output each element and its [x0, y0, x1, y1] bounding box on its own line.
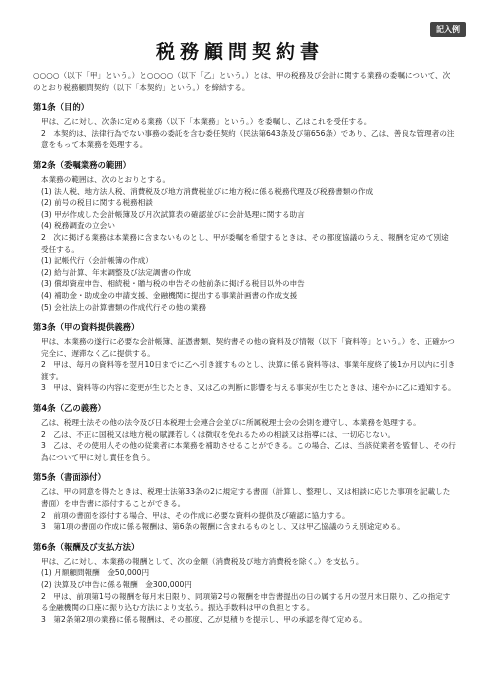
preamble: ○○○○（以下「甲」という。）と○○○○（以下「乙」という。）とは、甲の税務及び会計に関する業務の委嘱について、次のとおり税務顧問契約（以下「本契約」という。）を締結する。 [33, 71, 451, 92]
list-item: (4) 税務調査の立会い [41, 221, 115, 231]
paragraph: 3 甲は、資料等の内容に変更が生じたとき、又は乙の判断に影響を与える事実が生じたときは、速やかに乙に通知する。 [41, 383, 456, 393]
article-4 [33, 402, 456, 463]
list-item: (2) 前号の税目に関する税務相談 [41, 198, 153, 208]
list-item: (1) 記帳代行（会計帳簿の作成） [41, 256, 153, 266]
list-item: (1) 月額顧問報酬 金50,000円 [41, 568, 150, 578]
list-item: (5) 会社法上の計算書類の作成代行その他の業務 [41, 302, 207, 312]
article-heading: 第6条（報酬及び支払方法） [33, 541, 140, 552]
article-heading: 第3条（甲の資料提供義務） [33, 322, 140, 333]
list-item: (2) 決算及び申告に係る報酬 金300,000円 [41, 580, 192, 589]
paragraph: 2 前項の書面を添付する場合、甲は、その作成に必要な資料の提供及び確認に協力する。 [41, 510, 350, 520]
paragraph: 乙は、税理士法その他の法令及び日本税理士会連合会並びに所属税理士会の会則を遵守し、本業務を処理する。 [41, 418, 421, 428]
sample-badge: 記入例 [430, 22, 466, 37]
paragraph: 甲は、本業務の遂行に必要な会計帳簿、証憑書類、契約書その他の資料及び情報（以下「資料等」という。）を、正確かつ完全に、遅滞なく乙に提供する。 [41, 337, 455, 358]
article-6 [33, 541, 456, 626]
paragraph: 2 乙は、不正に国税又は地方税の賦課若しくは徴収を免れるための相談又は指導には、一切応じない。 [41, 429, 396, 439]
paragraph: 3 第1項の書面の作成に係る報酬は、第6条の報酬に含まれるものとし、又は甲乙協議のうえ別途定める。 [41, 522, 405, 532]
paragraph: 甲は、乙に対し、本業務の報酬として、次の金額（消費税及び地方消費税を除く。）を支払う。 [41, 556, 364, 566]
paragraph: 2 甲は、毎月の資料等を翌月10日までに乙へ引き渡すものとし、決算に係る資料等は、事業年度終了後1か月以内に引き渡す。 [41, 360, 456, 381]
paragraph: 2 甲は、前項第1号の報酬を毎月末日限り、同項第2号の報酬を申告書提出の日の属する月の翌月末日限り、乙の指定する金融機関の口座に振り込む方法により支払う。振込手数料は甲の負担とする。 [41, 591, 451, 613]
article-3 [33, 321, 456, 394]
paragraph: 3 第2条第2項の業務に係る報酬は、その都度、乙が見積りを提示し、甲の承認を得て定める。 [41, 614, 367, 624]
list-item: (4) 補助金・助成金の申請支援、金融機関に提出する事業計画書の作成支援 [41, 290, 298, 300]
document-title: 税務顧問契約書 [155, 41, 324, 63]
paragraph: 2 次に掲げる業務は本業務に含まないものとし、甲が委嘱を希望するときは、その都度協議のうえ、報酬を定めて別途受任する。 [41, 232, 449, 254]
article-heading: 第2条（委嘱業務の範囲） [33, 159, 131, 170]
paragraph: 甲は、乙に対し、次条に定める業務（以下「本業務」という。）を委嘱し、乙はこれを受任する。 [41, 117, 372, 127]
list-item: (3) 甲が作成した会計帳簿及び月次試算表の確認並びに会計処理に関する助言 [41, 209, 305, 219]
list-item: (1) 法人税、地方法人税、消費税及び地方消費税並びに地方税に係る税務代理及び税務書類の作成 [41, 186, 374, 196]
article-2 [33, 159, 456, 313]
list-item: (2) 給与計算、年末調整及び法定調書の作成 [41, 267, 191, 277]
paragraph: 本業務の範囲は、次のとおりとする。 [41, 174, 171, 184]
article-heading: 第1条（目的） [33, 102, 90, 113]
article-5 [33, 471, 456, 532]
list-item: (3) 償却資産申告、相続税・贈与税の申告その他前条に掲げる税目以外の申告 [41, 279, 305, 289]
article-heading: 第5条（書面添付） [33, 472, 106, 483]
paragraph: 3 乙は、その使用人その他の従業者に本業務を補助させることができる。この場合、乙は、当該従業者を監督し、その行為について甲に対し責任を負う。 [41, 441, 456, 462]
document-body [33, 70, 456, 625]
article-1 [33, 101, 456, 151]
paragraph: 乙は、甲の同意を得たときは、税理士法第33条の2に規定する書面（計算し、整理し、又は相談に応じた事項を記載した書面）を申告書に添付することができる。 [41, 487, 451, 509]
article-heading: 第4条（乙の義務） [33, 403, 106, 414]
paragraph: 2 本契約は、法律行為でない事務の委託を含む委任契約（民法第643条及び第656条）であり、乙は、善良な管理者の注意をもって本業務を処理する。 [41, 128, 455, 150]
